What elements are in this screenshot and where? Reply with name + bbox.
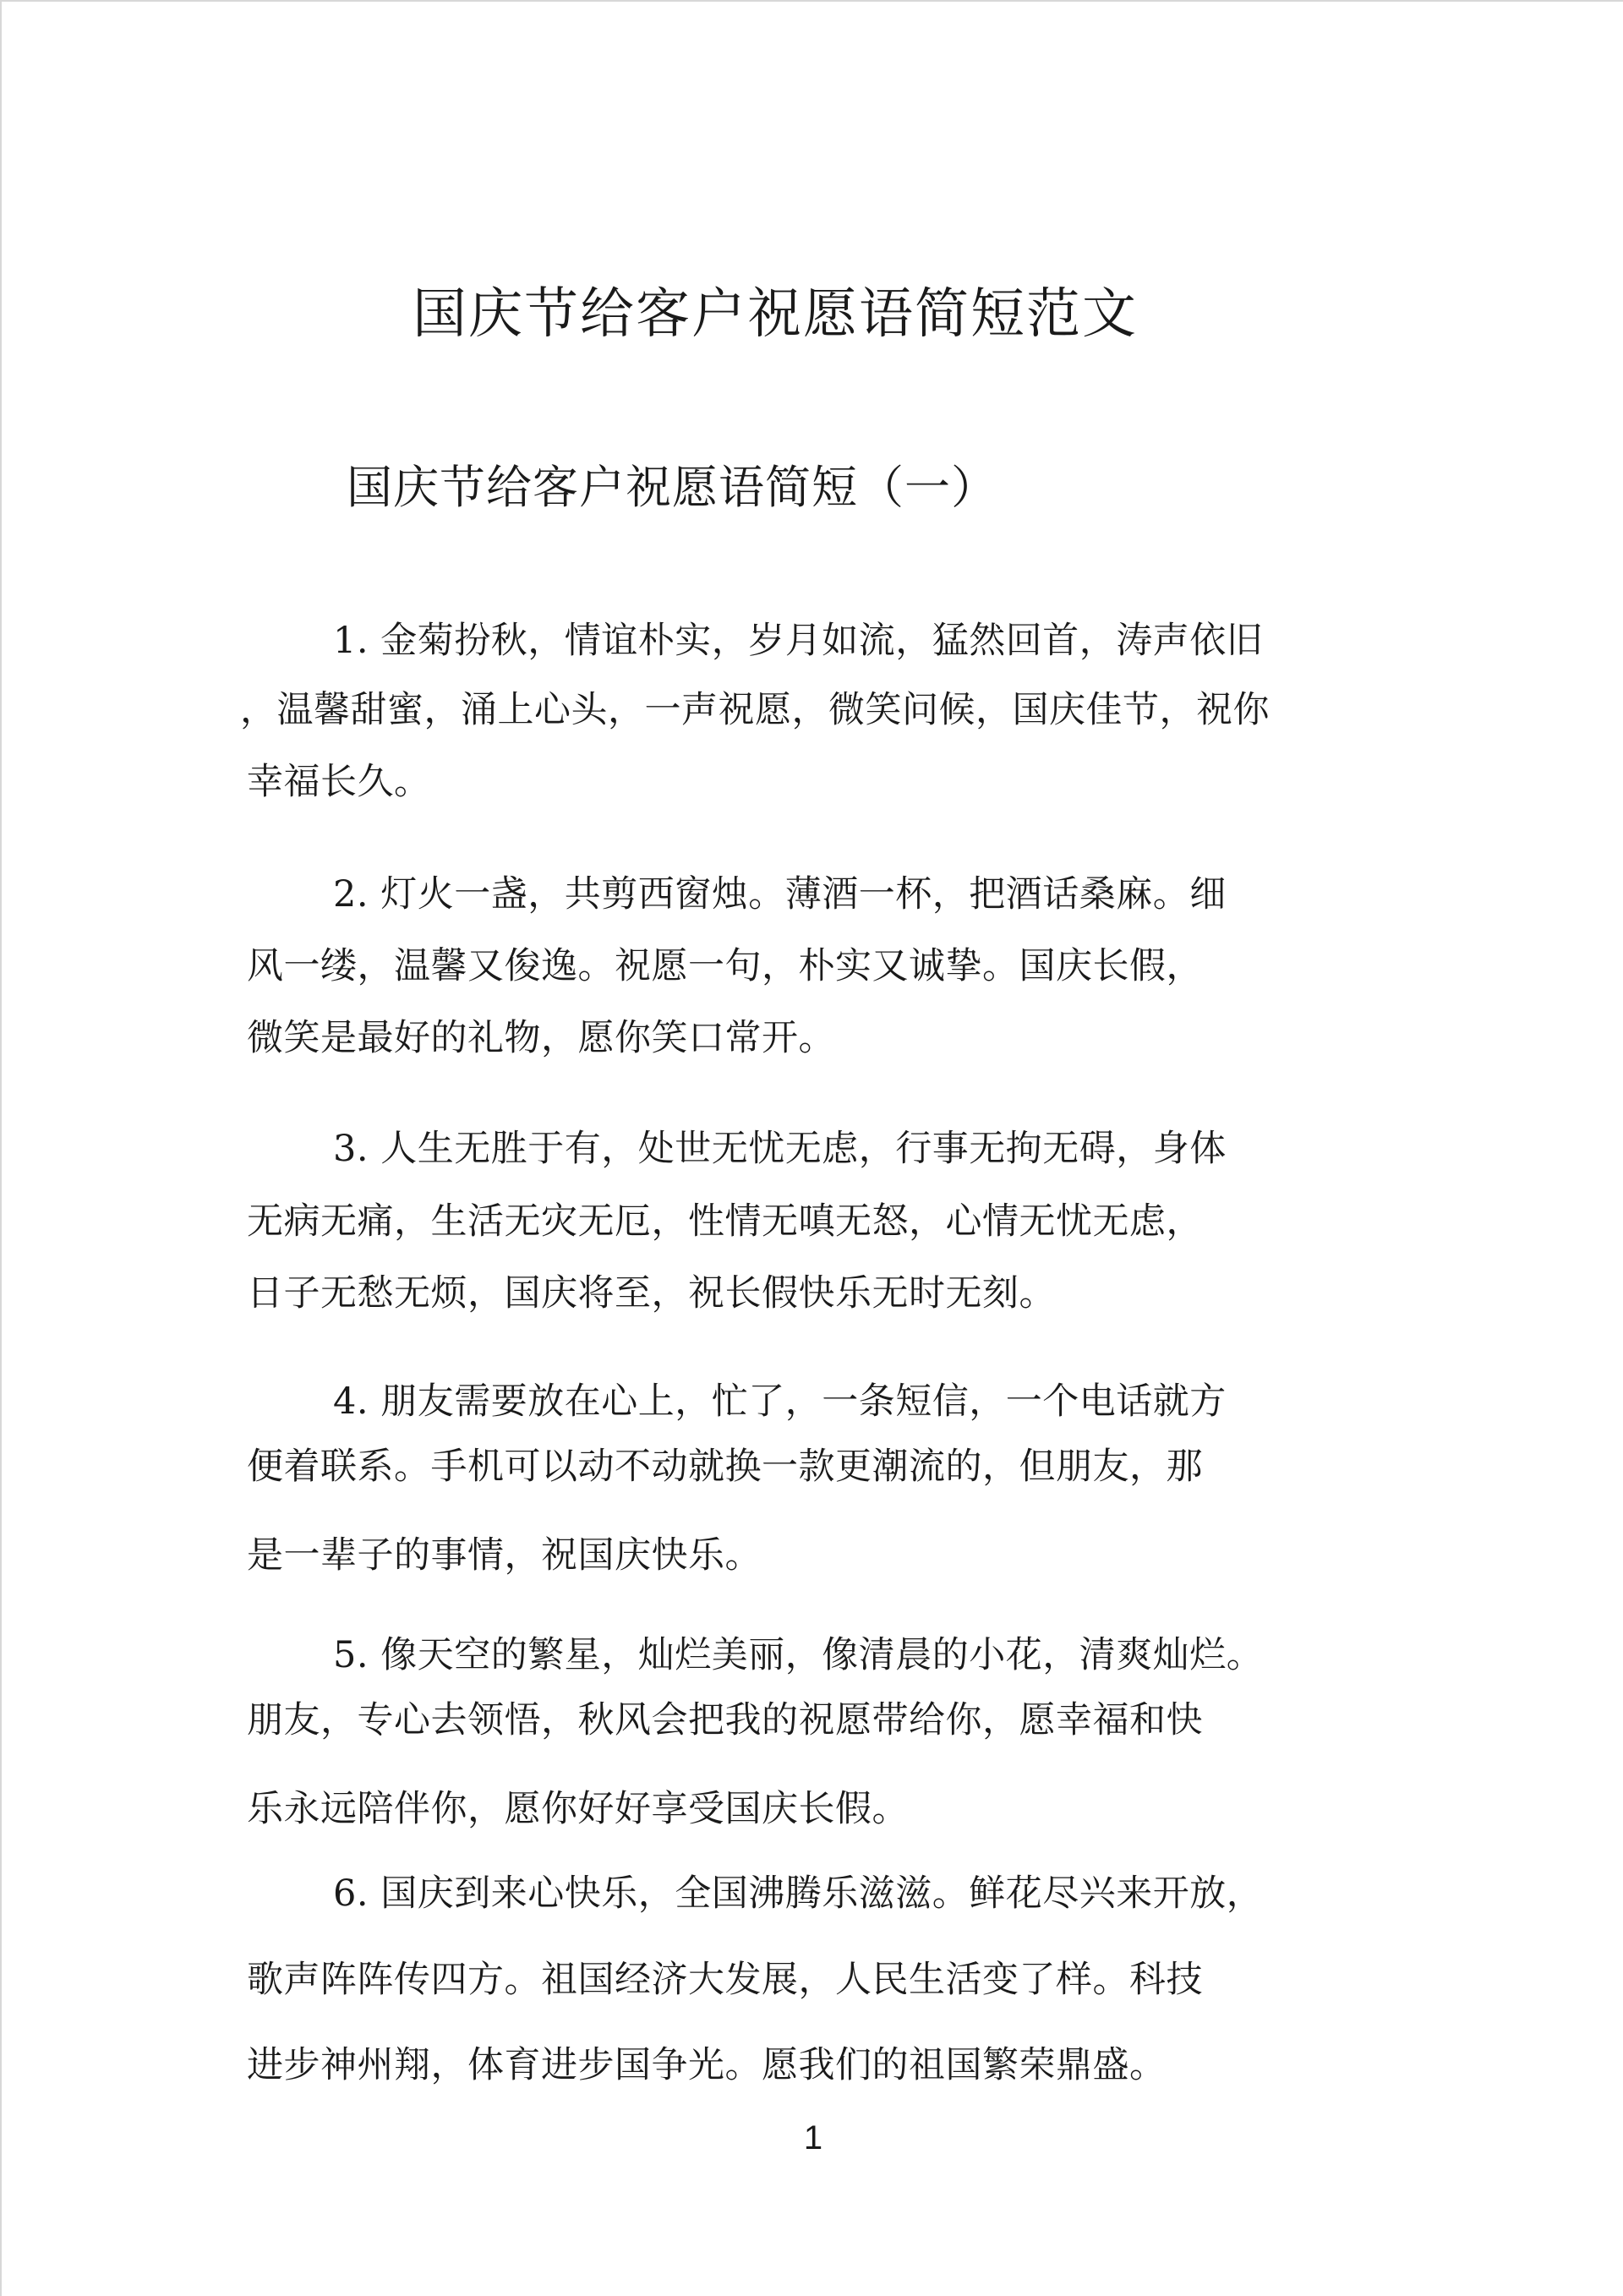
page-number: 1	[803, 2119, 823, 2157]
paragraph-line: 微笑是最好的礼物，愿你笑口常开。	[247, 1017, 835, 1059]
paragraph-line: 是一辈子的事情，祝国庆快乐。	[247, 1534, 762, 1577]
paragraph-line: 2. 灯火一盏，共剪西窗烛。薄酒一杯，把酒话桑麻。细	[333, 873, 1227, 916]
paragraph-line: 风一缕，温馨又俊逸。祝愿一句，朴实又诚挚。国庆长假，	[247, 945, 1203, 987]
paragraph-line: 日子无愁无烦，国庆将至，祝长假快乐无时无刻。	[247, 1272, 1056, 1315]
paragraph-line: 1. 金菊扮秋，情谊朴实，岁月如流，猛然回首，涛声依旧	[333, 620, 1264, 662]
paragraph-line: 歌声阵阵传四方。祖国经济大发展，人民生活变了样。科技	[247, 1959, 1203, 2001]
paragraph-line: 乐永远陪伴你，愿你好好享受国庆长假。	[247, 1788, 909, 1830]
paragraph-line: 进步神州翔，体育进步国争光。愿我们的祖国繁荣鼎盛。	[247, 2044, 1167, 2086]
paragraph-line: 4. 朋友需要放在心上，忙了，一条短信，一个电话就方	[333, 1380, 1227, 1423]
paragraph-line: ，温馨甜蜜，涌上心头，一声祝愿，微笑问候，国庆佳节，祝你	[240, 689, 1270, 731]
section-heading: 国庆节给客户祝愿语简短（一）	[347, 461, 997, 514]
paragraph-line: 幸福长久。	[247, 761, 431, 803]
paragraph-line: 朋友，专心去领悟，秋风会把我的祝愿带给你，愿幸福和快	[247, 1699, 1203, 1741]
paragraph-line: 便着联系。手机可以动不动就换一款更潮流的，但朋友，那	[247, 1446, 1203, 1488]
paragraph-line: 5. 像天空的繁星，灿烂美丽，像清晨的小花，清爽灿烂。	[333, 1634, 1264, 1676]
paragraph-line: 6. 国庆到来心快乐，全国沸腾乐滋滋。鲜花尽兴来开放，	[333, 1872, 1264, 1915]
paragraph-line: 3. 人生无胜于有，处世无忧无虑，行事无拘无碍，身体	[333, 1128, 1227, 1170]
paragraph-line: 无病无痛，生活无灾无厄，性情无嗔无怒，心情无忧无虑，	[247, 1200, 1203, 1243]
document-title: 国庆节给客户祝愿语简短范文	[413, 283, 1138, 346]
